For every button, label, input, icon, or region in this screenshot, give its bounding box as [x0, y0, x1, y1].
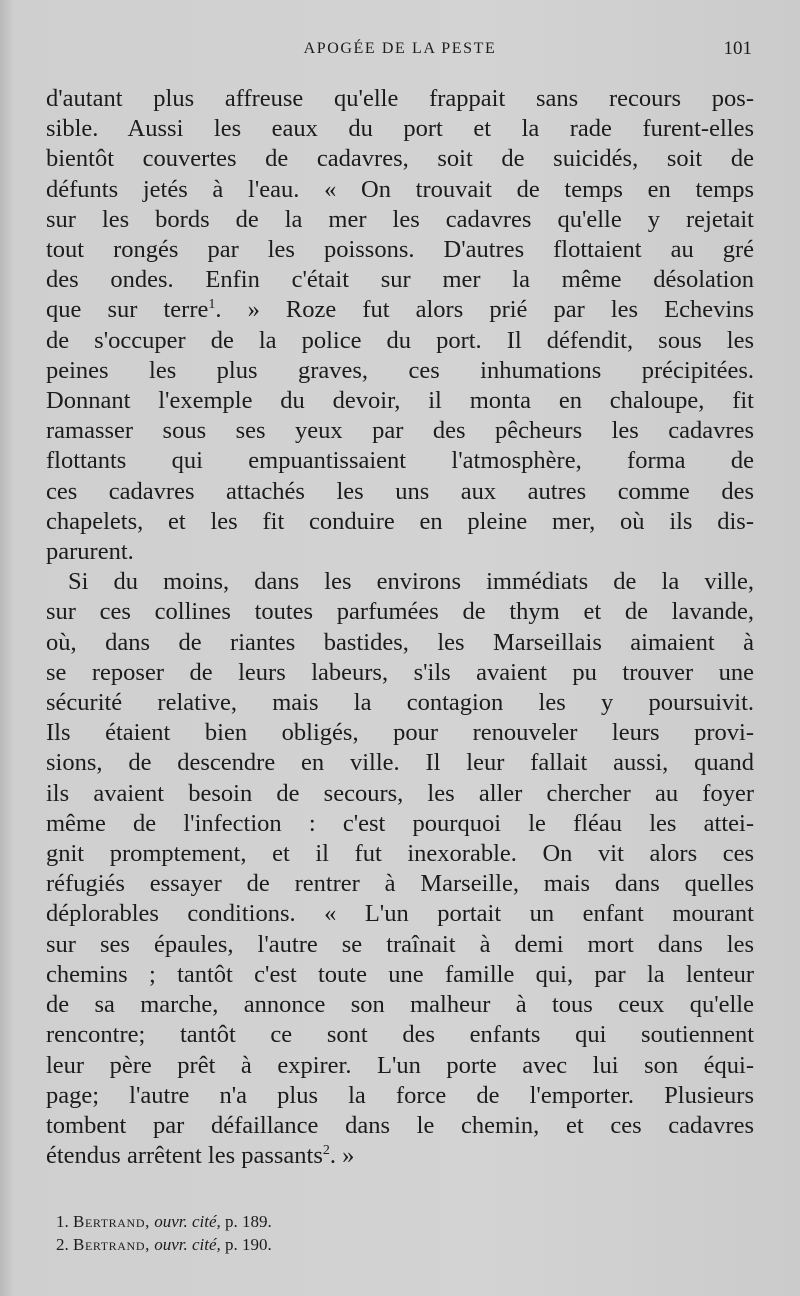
text-line: réfugiés essayer de rentrer à Marseille, mais dans quelles [46, 870, 754, 898]
text-line: Si du moins, dans les environs immédiats de la ville, [68, 568, 754, 596]
text-line: gnit promptement, et il fut inexorable. On vit alors ces [46, 840, 754, 868]
footnote-author: Bertrand, [73, 1212, 150, 1231]
text-line: tombent par défaillance dans le chemin, et ces cadavres [46, 1111, 754, 1139]
footnote-page: p. 190. [225, 1235, 272, 1254]
text-line: de sa marche, annonce son malheur à tous ceux qu'elle [46, 991, 754, 1019]
text-line: sur ses épaules, l'autre se traînait à demi mort dans les [46, 930, 754, 958]
footnote-author: Bertrand, [73, 1235, 150, 1254]
text-line: Donnant l'exemple du devoir, il monta en chaloupe, fit [46, 387, 754, 415]
running-head [48, 38, 752, 64]
text-line: sible. Aussi les eaux du port et la rade furent-elles [46, 115, 754, 143]
running-title: APOGÉE DE LA PESTE [303, 40, 497, 57]
text-fragment: que sur terre [46, 296, 209, 324]
text-fragment: étendus arrêtent les passants [46, 1142, 323, 1170]
text-line: bientôt couvertes de cadavres, soit de suicidés, soit de [46, 145, 754, 173]
text-line: se reposer de leurs labeurs, s'ils avaient pu trouver une [46, 658, 754, 686]
text-line: leur père prêt à expirer. L'un porte avec lui son équi- [46, 1051, 754, 1079]
text-line: ces cadavres attachés les uns aux autres comme des [46, 477, 754, 505]
text-line: peines les plus graves, ces inhumations précipitées. [46, 356, 754, 384]
text-line: même de l'infection : c'est pourquoi le fléau les attei- [46, 809, 754, 837]
footnote-ref: 2 [322, 1143, 330, 1159]
footnote [56, 1233, 756, 1256]
text-line: sécurité relative, mais la contagion les y poursuivit. [46, 689, 754, 717]
footnote-work: ouvr. cité, [154, 1235, 221, 1254]
footnote-work: ouvr. cité, [154, 1212, 221, 1231]
text-fragment: . » [329, 1142, 355, 1170]
text-line: des ondes. Enfin c'était sur mer la même désolation [46, 266, 754, 294]
text-line: rencontre; tantôt ce sont des enfants qui soutiennent [46, 1021, 754, 1049]
text-line: parurent. [46, 538, 134, 566]
footnotes [56, 1210, 756, 1256]
text-line: sur les bords de la mer les cadavres qu'elle y rejetait [46, 205, 754, 233]
footnote-ref: 1 [208, 297, 216, 313]
text-line: chapelets, et les fit conduire en pleine mer, où ils dis- [46, 507, 754, 535]
body-text [46, 84, 754, 1171]
footnote-number: 2. [56, 1235, 69, 1254]
text-line: défunts jetés à l'eau. « On trouvait de temps en temps [46, 175, 754, 203]
footnote-number: 1. [56, 1212, 69, 1231]
footnote-page: p. 189. [225, 1212, 272, 1231]
text-line: ils avaient besoin de secours, les aller chercher au foyer [46, 779, 754, 807]
text-line [46, 1141, 754, 1171]
text-line [46, 295, 754, 325]
text-line: sions, de descendre en ville. Il leur fallait aussi, quand [46, 749, 754, 777]
text-line: déplorables conditions. « L'un portait un enfant mourant [46, 900, 754, 928]
text-fragment: . » Roze fut alors prié par les Echevins [215, 296, 754, 324]
text-line: d'autant plus affreuse qu'elle frappait sans recours pos- [46, 85, 754, 112]
text-line: page; l'autre n'a plus la force de l'emporter. Plusieurs [46, 1081, 754, 1109]
page-number: 101 [723, 38, 752, 59]
text-line: flottants qui empuantissaient l'atmosphère, forma de [46, 447, 754, 475]
text-line: chemins ; tantôt c'est toute une famille qui, par la lenteur [46, 960, 754, 988]
text-line: ramasser sous ses yeux par des pêcheurs les cadavres [46, 417, 754, 445]
text-line: Ils étaient bien obligés, pour renouveler leurs provi- [46, 719, 754, 747]
text-line: tout rongés par les poissons. D'autres flottaient au gré [46, 236, 754, 264]
text-line: de s'occuper de la police du port. Il défendit, sous les [46, 326, 754, 354]
text-line: où, dans de riantes bastides, les Marseillais aimaient à [46, 628, 754, 656]
footnote [56, 1210, 756, 1233]
text-line: sur ces collines toutes parfumées de thym et de lavande, [46, 598, 754, 626]
